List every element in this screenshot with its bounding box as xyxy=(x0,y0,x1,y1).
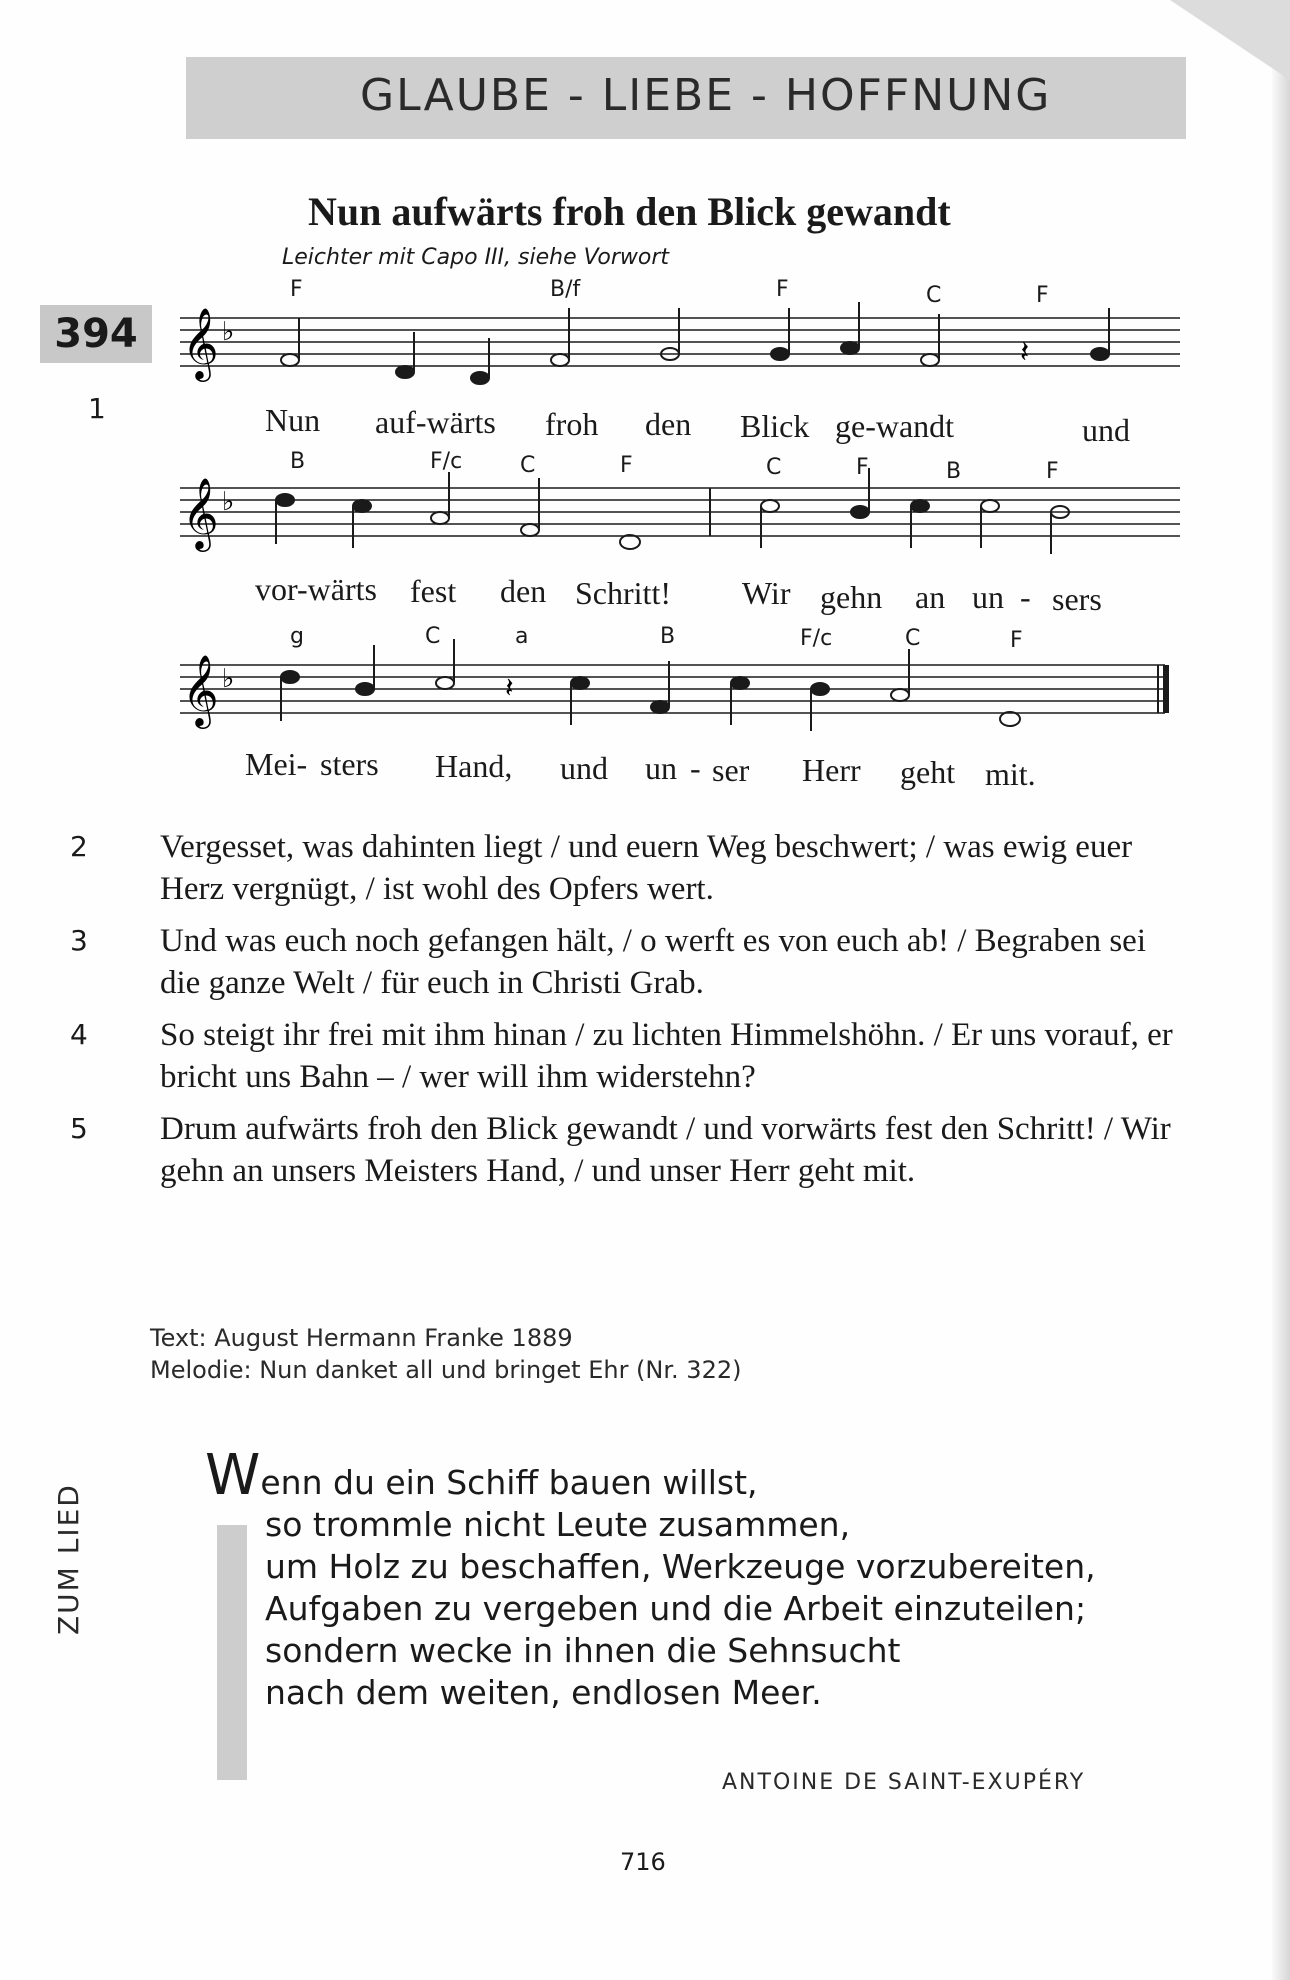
chord-symbol: F xyxy=(1036,283,1049,308)
flat-sign-icon: ♭ xyxy=(222,664,235,694)
lyric-syllable: Nun xyxy=(265,402,321,438)
text-credit: Text: August Hermann Franke 1889 xyxy=(150,1324,573,1352)
treble-clef-icon: 𝄞 xyxy=(182,476,219,549)
verse-text: Vergesset, was dahinten liegt / und euern Weg beschwert; / was ewig euer Herz vergnügt, / ist wohl des Opfers wert. xyxy=(160,829,1133,907)
lyrics-row-3 xyxy=(180,745,1180,797)
lyric-syllable: und xyxy=(1082,412,1130,445)
lyric-syllable: sers xyxy=(1052,581,1102,617)
flat-sign-icon: ♭ xyxy=(222,487,235,517)
verse-number: 2 xyxy=(70,830,88,863)
verse-number: 4 xyxy=(70,1018,88,1051)
verses-list xyxy=(70,826,1180,1202)
lyric-syllable: geht xyxy=(900,754,956,790)
chord-symbol: F xyxy=(290,278,303,302)
chord-symbol: g xyxy=(290,625,304,649)
chord-row-1 xyxy=(180,278,1180,398)
quote-block xyxy=(205,1443,1096,1714)
lyric-syllable: - xyxy=(690,750,701,786)
lyric-syllable: fest xyxy=(410,573,457,609)
verse-text: Drum aufwärts froh den Blick gewandt / und vorwärts fest den Schritt! / Wir gehn an unsers Meisters Hand, / und unser Herr geht mit. xyxy=(160,1111,1171,1189)
verse-number: 3 xyxy=(70,924,88,957)
chord-symbol: C xyxy=(905,626,921,651)
chord-symbol: B xyxy=(946,459,962,484)
chord-symbol: F/c xyxy=(800,626,833,651)
lyric-syllable: Wir xyxy=(742,575,791,611)
lyrics-row-2 xyxy=(180,568,1180,618)
chord-symbol: F xyxy=(1046,459,1059,484)
lyric-syllable: mit. xyxy=(985,756,1036,792)
chord-symbol: F/c xyxy=(430,449,463,474)
lyric-syllable: den xyxy=(500,573,547,609)
lyric-syllable: Schritt! xyxy=(575,575,671,611)
lyric-syllable: ge-wandt xyxy=(835,408,955,444)
chord-symbol: a xyxy=(515,625,529,649)
lyric-syllable: auf-wärts xyxy=(375,404,496,440)
verse xyxy=(70,826,1180,910)
quote-line: so trommle nicht Leute zusammen, xyxy=(265,1505,851,1544)
folded-corner xyxy=(1170,0,1290,80)
tempo-marking: Leichter mit Capo III, siehe Vorwort xyxy=(282,245,669,270)
lyric-syllable: Blick xyxy=(740,408,810,444)
lyric-syllable: Hand, xyxy=(435,748,513,784)
chord-symbol: B xyxy=(660,625,676,649)
side-label: ZUM LIED xyxy=(52,1483,85,1635)
lyric-syllable: Herr xyxy=(802,752,861,788)
chord-symbol: C xyxy=(520,453,536,478)
chord-row-3 xyxy=(180,625,1180,745)
lyric-syllable: un xyxy=(972,579,1004,615)
chord-symbol: F xyxy=(856,455,869,480)
treble-clef-icon: 𝄞 xyxy=(182,306,219,379)
quote-line: sondern wecke in ihnen die Sehnsucht xyxy=(265,1631,901,1670)
lyric-syllable: vor-wärts xyxy=(255,571,377,607)
lyric-syllable: ser xyxy=(712,752,750,788)
verse-text: So steigt ihr frei mit ihm hinan / zu lichten Himmelshöhn. / Er uns vorauf, er bricht uns Bahn – / wer will ihm widerstehn? xyxy=(160,1017,1173,1095)
section-title: GLAUBE - LIEBE - HOFFNUNG xyxy=(360,70,1052,121)
lyric-syllable: an xyxy=(915,579,946,615)
quote-line: Wenn du ein Schiff bauen willst, xyxy=(205,1443,758,1508)
quote-line: um Holz zu beschaffen, Werkzeuge vorzubereiten, xyxy=(265,1547,1096,1586)
verse xyxy=(70,1014,1180,1098)
chord-symbol: C xyxy=(766,455,782,480)
lyric-syllable: den xyxy=(645,406,692,442)
lyric-syllable: Mei- xyxy=(245,746,308,782)
song-number: 394 xyxy=(40,305,152,363)
verse-number: 1 xyxy=(88,392,106,425)
chord-symbol: F xyxy=(620,453,633,478)
lyrics-row-1 xyxy=(180,395,1180,445)
song-title: Nun aufwärts froh den Blick gewandt xyxy=(308,189,951,234)
chord-symbol: C xyxy=(425,625,441,649)
rest-icon: 𝄽 xyxy=(505,671,514,704)
verse xyxy=(70,920,1180,1004)
flat-sign-icon: ♭ xyxy=(222,317,235,347)
page-number: 716 xyxy=(620,1848,666,1876)
chord-row-2 xyxy=(180,448,1180,568)
melody-credit: Melodie: Nun danket all und bringet Ehr (Nr. 322) xyxy=(150,1356,742,1384)
chord-symbol: B/f xyxy=(550,278,581,302)
lyric-syllable: und xyxy=(560,750,608,786)
chord-symbol: F xyxy=(776,278,789,302)
lyric-syllable: - xyxy=(1020,579,1031,615)
quote-line: Aufgaben zu vergeben und die Arbeit einzuteilen; xyxy=(265,1589,1087,1628)
treble-clef-icon: 𝄞 xyxy=(182,653,219,726)
song-credits xyxy=(150,1322,741,1386)
quote-author: ANTOINE DE SAINT-EXUPÉRY xyxy=(722,1770,1086,1795)
lyric-syllable: froh xyxy=(545,406,599,442)
chord-symbol: F xyxy=(1010,628,1023,653)
verse-number: 5 xyxy=(70,1112,88,1145)
rest-icon: 𝄽 xyxy=(1020,335,1030,370)
verse-text: Und was euch noch gefangen hält, / o werft es von euch ab! / Begraben sei die ganze Welt / für euch in Christi Grab. xyxy=(160,923,1146,1001)
chord-symbol: C xyxy=(926,283,942,308)
quote-line: nach dem weiten, endlosen Meer. xyxy=(265,1673,822,1712)
lyric-syllable: sters xyxy=(320,746,379,782)
quote-initial: W xyxy=(205,1443,261,1508)
page-edge-shadow xyxy=(1272,0,1290,1980)
chord-symbol: B xyxy=(290,449,306,474)
lyric-syllable: gehn xyxy=(820,579,883,615)
lyric-syllable: un xyxy=(645,750,677,786)
verse xyxy=(70,1108,1180,1192)
